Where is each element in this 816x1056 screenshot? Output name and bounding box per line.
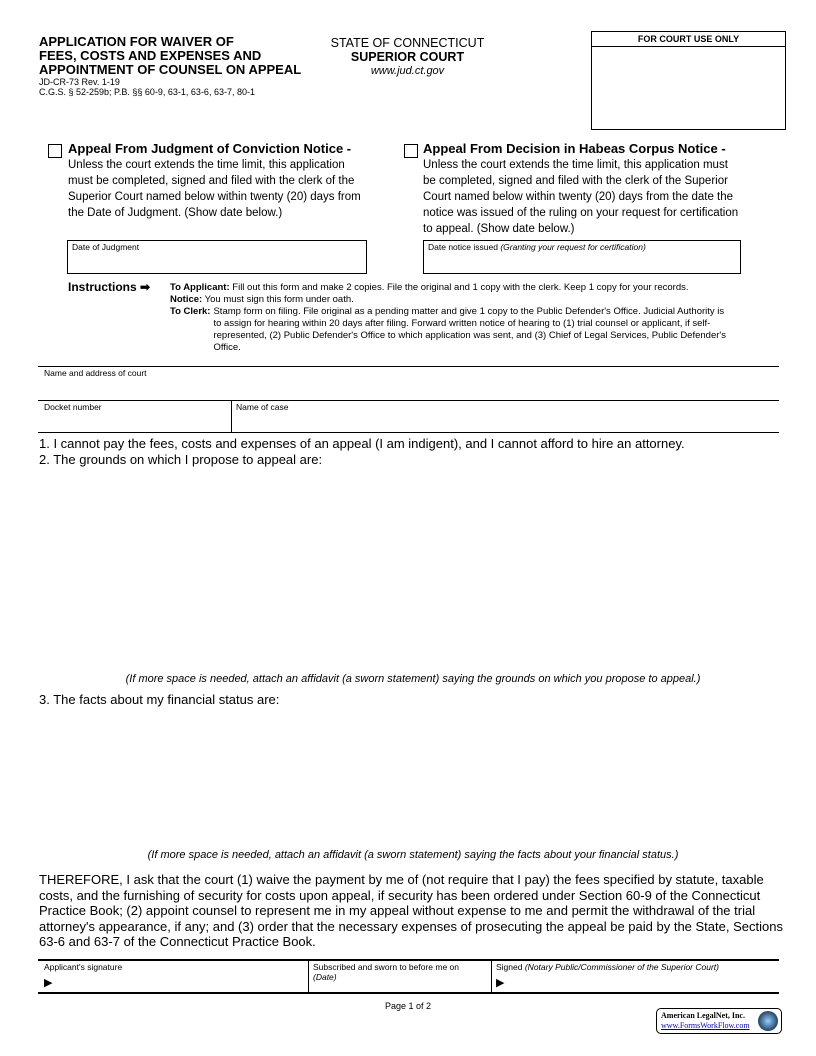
field-label (424, 241, 740, 253)
text: Stamp form on filing. File original as a pending matter and give 1 copy to the Public Defender's Office. Judicial Authority is to assign for hearing within 20 days after filing. Forward written notice of hearing to (1) trial counsel or applicant, if self-represented, (2) Public Defender's Office to which application was sent, and (3) Chief of Legal Services, Public Defender's Office. (213, 306, 726, 353)
arrow-right-icon: ▶ (44, 977, 53, 989)
logo-name: American LegalNet, Inc. (661, 1011, 745, 1020)
label: To Clerk: (170, 306, 211, 317)
item-1: 1. I cannot pay the fees, costs and expenses of an appeal (I am indigent), and I cannot afford to hire an attorney. (39, 436, 685, 451)
state-name: STATE OF CONNECTICUT (330, 36, 485, 50)
case-name-field[interactable]: Name of case (236, 402, 289, 412)
instructions-text: Instructions (68, 280, 137, 294)
arrow-right-icon: ▶ (496, 977, 505, 989)
notary-signature-field[interactable] (492, 961, 723, 973)
title-line: FEES, COSTS AND EXPENSES AND (39, 48, 262, 63)
title-line: APPLICATION FOR WAIVER OF (39, 34, 234, 49)
sworn-label: Subscribed and sworn to before me on (313, 962, 460, 972)
court-use-box (591, 31, 786, 130)
docket-number-field[interactable]: Docket number (44, 402, 102, 412)
item-2-note: (If more space is needed, attach an affidavit (a sworn statement) saying the grounds on which you propose to appeal.) (125, 673, 701, 685)
therefore-paragraph: THEREFORE, I ask that the court (1) waive the payment by me of (not require that I pay) the fees specified by statute, taxable costs, and the furnishing of security for costs upon appeal, if security has been ordered under Section 60-9 of the Connecticut Practice Book; (2) appoint counsel to represent me in my appeal without expense to me and permit the withdrawal of the trial attorney's appearance, if any; and (3) order that the necessary expenses of prosecuting the appeal be paid by the State, Sections 63-6 and 63-7 of the Connecticut Practice Book. (39, 872, 783, 949)
globe-icon (758, 1011, 778, 1031)
item-2: 2. The grounds on which I propose to appeal are: (39, 452, 323, 467)
arrow-right-icon: ➡ (140, 280, 151, 294)
habeas-heading: Appeal From Decision in Habeas Corpus Notice - (423, 141, 726, 156)
date-notice-field[interactable] (423, 240, 741, 274)
label: To Applicant: (170, 282, 230, 293)
court-use-label: FOR COURT USE ONLY (592, 32, 785, 47)
page-number: Page 1 of 2 (384, 1001, 432, 1011)
signed-label: Signed (496, 962, 523, 972)
court-name: SUPERIOR COURT (350, 50, 465, 64)
habeas-checkbox[interactable] (404, 144, 418, 158)
instructions-label (68, 280, 150, 294)
website: www.jud.ct.gov (370, 65, 445, 77)
conviction-heading: Appeal From Judgment of Conviction Notice - (68, 141, 352, 156)
court-address-field[interactable]: Name and address of court (44, 368, 147, 378)
applicant-instr (170, 282, 770, 294)
text: Fill out this form and make 2 copies. File the original and 1 copy with the clerk. Keep 1 copy for your records. (229, 282, 689, 293)
form-title (39, 35, 301, 97)
notice-instr (170, 294, 770, 306)
clerk-instr (170, 306, 770, 354)
item-3: 3. The facts about my financial status are: (39, 692, 280, 707)
label-note: (Granting your request for certification) (500, 242, 646, 252)
sworn-date-field[interactable] (309, 961, 463, 983)
conviction-checkbox[interactable] (48, 144, 62, 158)
title-line: APPOINTMENT OF COUNSEL ON APPEAL (39, 62, 302, 77)
instructions-block (170, 282, 770, 354)
logo-url[interactable]: www.FormsWorkFlow.com (661, 1021, 750, 1030)
statutes: C.G.S. § 52-259b; P.B. §§ 60-9, 63-1, 63-6, 63-7, 80-1 (39, 87, 255, 97)
signed-note: (Notary Public/Commissioner of the Superior Court) (524, 962, 719, 972)
date-of-judgment-field[interactable] (67, 240, 367, 274)
label: Notice: (170, 294, 203, 305)
label-text: Date notice issued (428, 242, 498, 252)
form-id: JD-CR-73 Rev. 1-19 (39, 77, 120, 87)
date-label: (Date) (313, 972, 337, 982)
text: You must sign this form under oath. (202, 294, 354, 305)
conviction-text: Unless the court extends the time limit, this application must be completed, signed and filed with the clerk of the Superior Court named below within twenty (20) days from the Date of Judgment. (Show date below.) (68, 159, 361, 219)
applicant-signature-field[interactable]: Applicant's signature (44, 962, 123, 972)
item-3-note: (If more space is needed, attach an affidavit (a sworn statement) saying the facts about your financial status.) (147, 849, 679, 861)
court-header (300, 36, 515, 78)
field-label: Date of Judgment (72, 242, 140, 252)
legalnet-logo[interactable] (656, 1008, 782, 1034)
habeas-text: Unless the court extends the time limit, this application must be completed, signed and filed with the clerk of the Superior Court named below within twenty (20) days from the date the notice was issued of the ruling on your request for certification to appeal. (Show date below.) (423, 159, 739, 235)
